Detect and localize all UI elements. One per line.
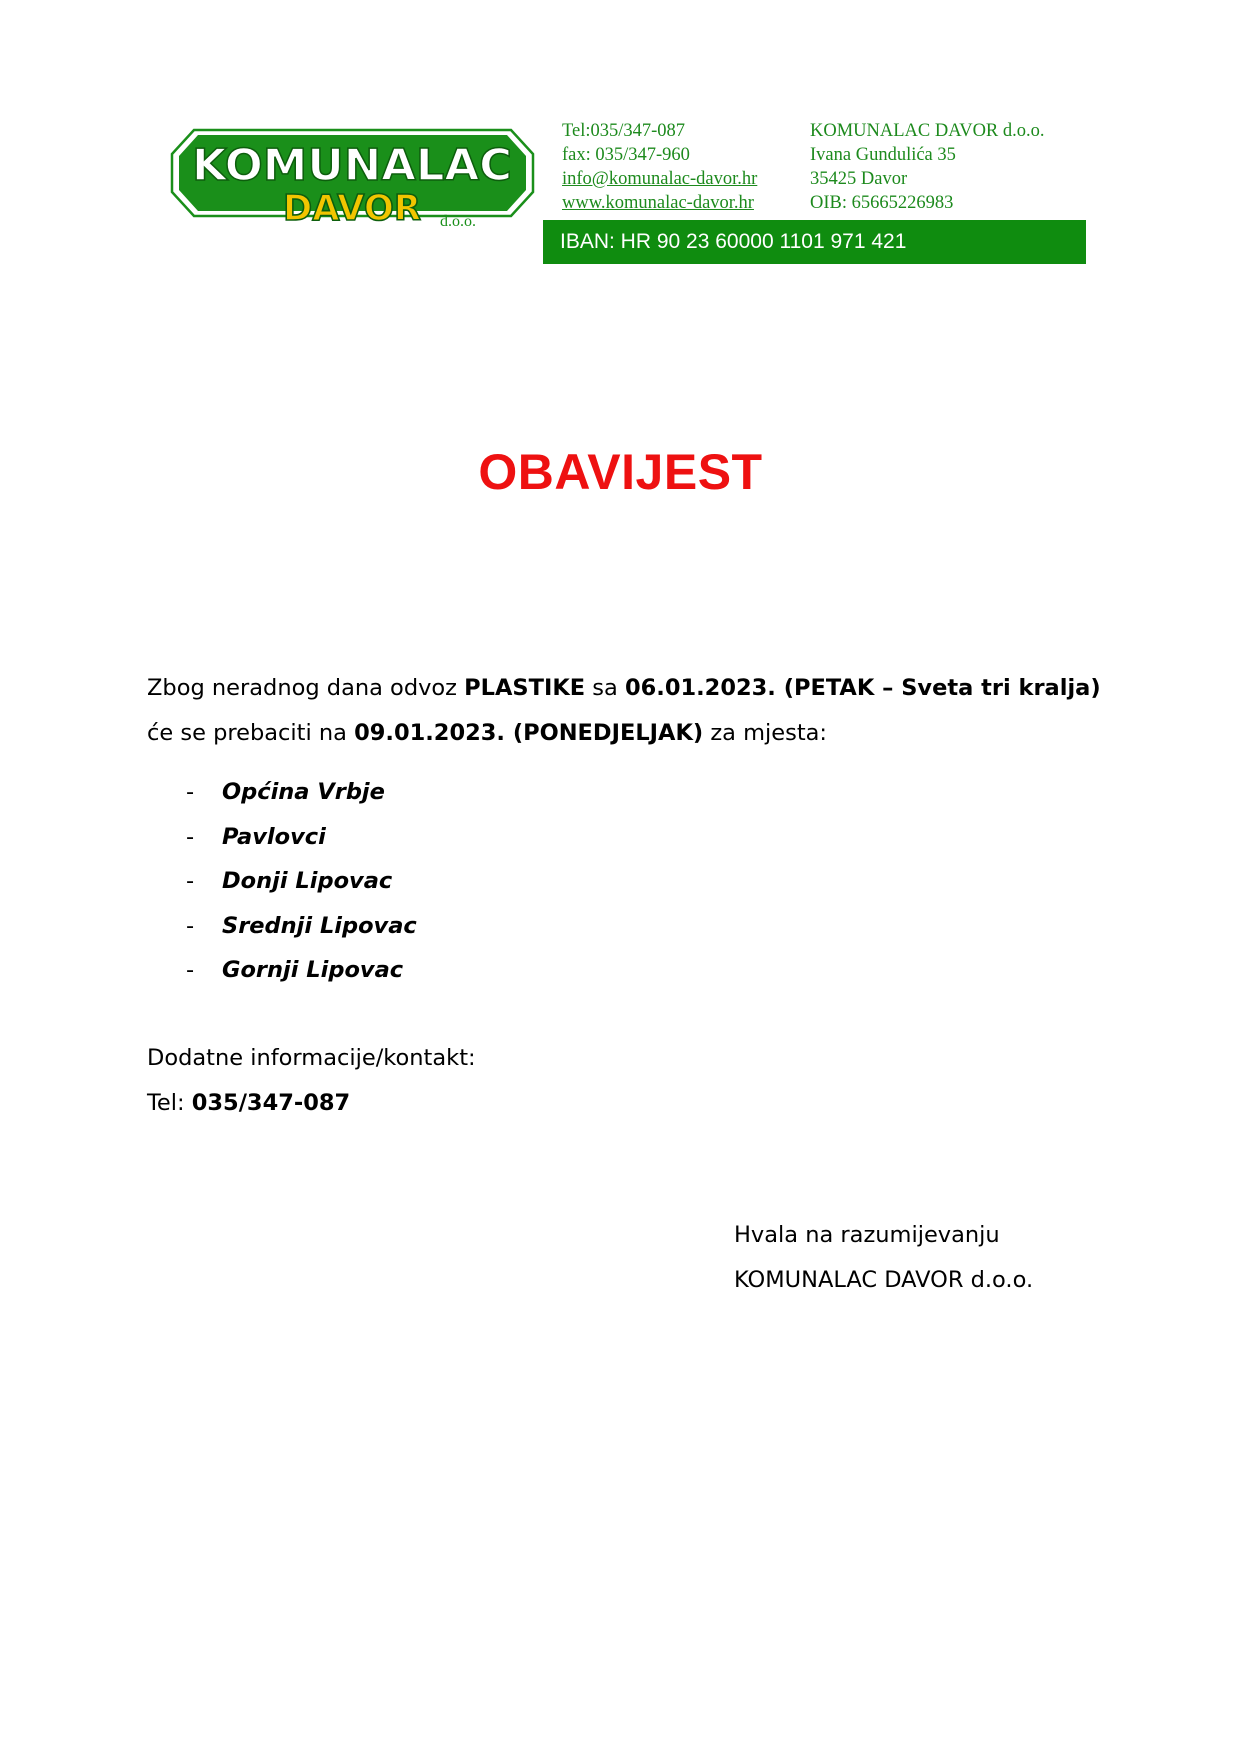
place-name: Gornji Lipovac <box>222 957 404 984</box>
phone-number: 035/347-087 <box>191 1090 351 1116</box>
contact-phone-line <box>147 1081 476 1126</box>
list-item <box>186 815 417 860</box>
list-item <box>186 859 417 904</box>
additional-contact <box>147 1036 476 1126</box>
paragraph-line-1 <box>147 666 1107 711</box>
list-item <box>186 904 417 949</box>
list-marker: - <box>186 868 195 895</box>
contact-label: Dodatne informacije/kontakt: <box>147 1045 476 1071</box>
place-name: Srednji Lipovac <box>222 912 417 939</box>
paragraph-text: Zbog neradnog dana odvoz <box>147 675 465 701</box>
contact-info-left <box>562 119 757 215</box>
closing-signature <box>734 1213 1033 1303</box>
list-marker: - <box>186 912 195 939</box>
city-address: 35425 Davor <box>810 169 908 189</box>
closing-thanks: Hvala na razumijevanju <box>734 1222 1000 1248</box>
paragraph-line-2 <box>147 711 1107 756</box>
place-name: Općina Vrbje <box>222 779 385 806</box>
waste-type: PLASTIKE <box>464 675 586 701</box>
street-address: Ivana Gundulića 35 <box>810 145 956 165</box>
paragraph-text: će se prebaciti na <box>147 720 355 746</box>
iban-banner: IBAN: HR 90 23 60000 1101 971 421 <box>543 220 1086 264</box>
list-marker: - <box>186 779 195 806</box>
paragraph-text: sa <box>585 675 625 701</box>
company-logo <box>170 128 535 236</box>
list-marker: - <box>186 823 195 850</box>
closing-company: KOMUNALAC DAVOR d.o.o. <box>734 1267 1034 1293</box>
oib-number: OIB: 65665226983 <box>810 193 954 213</box>
list-item <box>186 948 417 993</box>
original-date: 06.01.2023. (PETAK – Sveta tri kralja) <box>624 675 1101 701</box>
notice-title: OBAVIJEST <box>478 444 763 500</box>
logo-line1: KOMUNALAC <box>192 140 512 191</box>
email-link[interactable]: info@komunalac-davor.hr <box>562 169 758 189</box>
list-marker: - <box>186 957 195 984</box>
place-name: Pavlovci <box>222 823 326 850</box>
paragraph-text: za mjesta: <box>703 720 828 746</box>
phone-text: Tel:035/347-087 <box>562 121 686 141</box>
website-link[interactable]: www.komunalac-davor.hr <box>562 193 754 213</box>
place-name: Donji Lipovac <box>222 868 393 895</box>
contact-info-right <box>810 119 1045 215</box>
places-list <box>186 770 417 993</box>
logo-suffix: d.o.o. <box>440 213 476 230</box>
company-name: KOMUNALAC DAVOR d.o.o. <box>810 121 1045 141</box>
phone-label: Tel: <box>147 1090 192 1116</box>
fax-text: fax: 035/347-960 <box>562 145 690 165</box>
new-date: 09.01.2023. (PONEDJELJAK) <box>354 720 704 746</box>
list-item <box>186 770 417 815</box>
logo-line2: DAVOR <box>283 188 421 229</box>
notice-paragraph <box>147 666 1107 756</box>
